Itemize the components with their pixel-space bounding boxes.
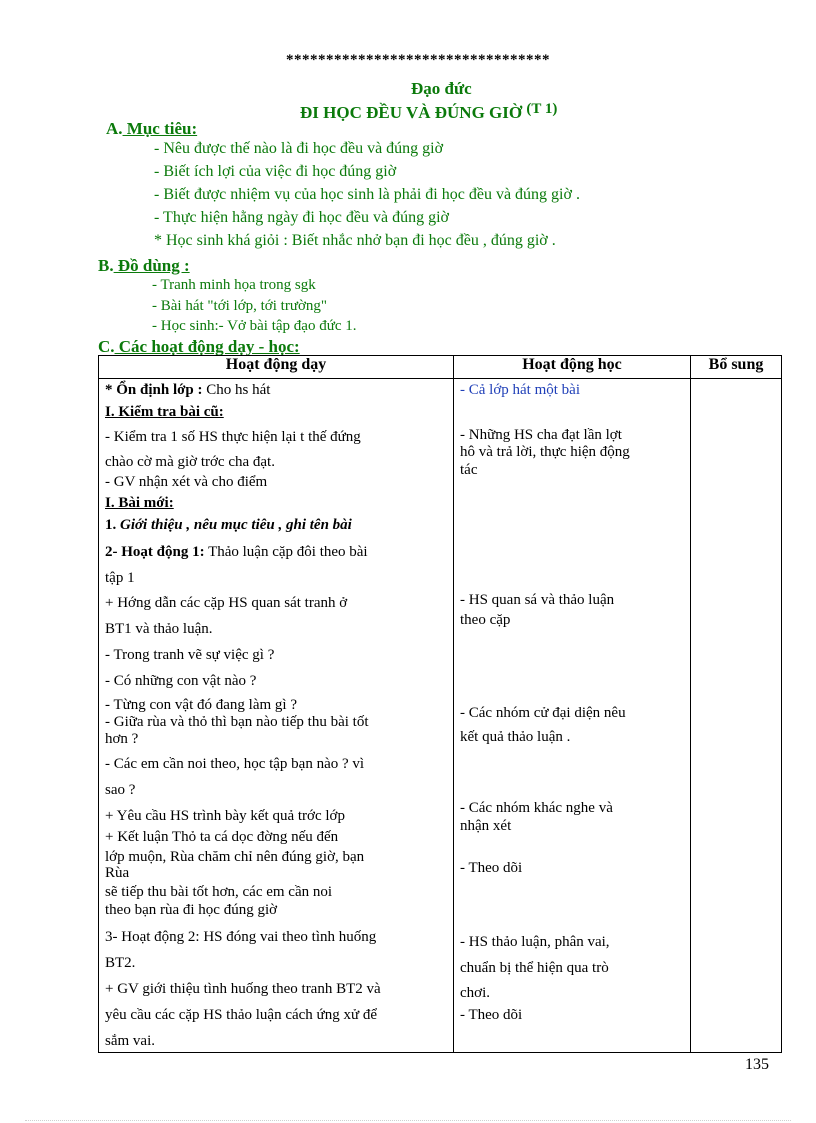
material-item: - Bài hát "tới lớp, tới trường" — [152, 298, 328, 314]
lesson-part: (T 1) — [526, 101, 558, 117]
footer-divider — [25, 1120, 791, 1121]
objective-item: - Biết ích lợi của việc đi học đúng giờ — [154, 163, 397, 180]
day-line: - Trong tranh vẽ sự việc gì ? — [105, 647, 275, 663]
day-line: + Hớng dẫn các cặp HS quan sát tranh ở — [105, 595, 348, 611]
hoc-line: - Theo dõi — [460, 860, 523, 876]
table-body-row — [99, 379, 782, 1053]
lesson-title — [300, 103, 557, 123]
section-a-label: A. — [106, 119, 123, 138]
section-a-title: Mục tiêu: — [122, 119, 198, 138]
day-line: + Yêu cầu HS trình bày kết quả trớc lớp — [105, 808, 345, 824]
day-line: hơn ? — [105, 731, 139, 747]
objective-item: - Biết được nhiệm vụ của học sinh là phải đi học đều và đúng giờ . — [154, 186, 580, 203]
day-line-bold: 2- Hoạt động 1: — [105, 544, 205, 560]
day-line: - Giữa rùa và thỏ thì bạn nào tiếp thu bài tốt — [105, 714, 369, 730]
activities-table — [98, 355, 782, 1053]
day-line: tập 1 — [105, 570, 135, 586]
day-line: - Có những con vật nào ? — [105, 673, 257, 689]
day-line — [105, 544, 368, 561]
learning-cell — [454, 379, 691, 1053]
section-b-label: B. — [98, 256, 114, 275]
hoc-line: chuẩn bị thể hiện qua trò — [460, 960, 609, 976]
section-c-label: C. — [98, 337, 115, 356]
hoc-line: tác — [460, 462, 478, 478]
day-line: - Các em cần noi theo, học tập bạn nào ? vì — [105, 756, 365, 772]
day-line: + Kết luận Thỏ ta cá dọc đờng nếu đến — [105, 829, 339, 845]
material-item: - Tranh minh họa trong sgk — [152, 277, 316, 293]
day-line-text: Thảo luận cặp đôi theo bài — [204, 544, 368, 560]
day-line: + GV giới thiệu tình huống theo tranh BT2 và — [105, 981, 381, 997]
lesson-title-text: ĐI HỌC ĐỀU VÀ ĐÚNG GIỜ — [300, 103, 523, 122]
header-teaching: Hoạt động dạy — [99, 356, 454, 379]
objective-item: - Nêu được thế nào là đi học đều và đúng giờ — [154, 140, 444, 157]
hoc-line: kết quả thảo luận . — [460, 729, 571, 745]
notes-cell — [691, 379, 782, 1053]
table-header-row — [99, 356, 782, 379]
hoc-line: theo cặp — [460, 612, 511, 628]
hoc-line: - Các nhóm khác nghe và — [460, 800, 613, 816]
hoc-line: chơi. — [460, 985, 491, 1001]
day-line: 3- Hoạt động 2: HS đóng vai theo tình huống — [105, 929, 377, 945]
stars-divider: ********************************* — [286, 52, 550, 68]
day-line: BT1 và thảo luận. — [105, 621, 213, 637]
hoc-line: - Các nhóm cử đại diện nêu — [460, 705, 626, 721]
day-line — [105, 382, 270, 399]
day-line: I. Bài mới: — [105, 495, 174, 511]
day-line: chào cờ mà giờ trớc cha đạt. — [105, 454, 275, 470]
material-item: - Học sinh:- Vở bài tập đạo đức 1. — [152, 318, 357, 334]
day-line — [105, 517, 352, 534]
objective-item: - Thực hiện hằng ngày đi học đều và đúng giờ — [154, 209, 449, 226]
hoc-line: - Những HS cha đạt lần lợt — [460, 427, 622, 443]
day-line: sắm vai. — [105, 1033, 155, 1049]
header-notes: Bổ sung — [691, 356, 782, 379]
section-a-heading — [106, 119, 197, 139]
day-line-text: Cho hs hát — [202, 382, 271, 398]
day-line: BT2. — [105, 955, 136, 971]
hoc-line: nhận xét — [460, 818, 512, 834]
hoc-line: - HS quan sá và thảo luận — [460, 592, 615, 608]
day-line: lớp muộn, Rùa chăm chỉ nên đúng giờ, bạn — [105, 849, 365, 865]
page-number: 135 — [745, 1056, 769, 1073]
hoc-line: - HS thảo luận, phân vai, — [460, 934, 610, 950]
day-line: - Từng con vật đó đang làm gì ? — [105, 697, 297, 713]
day-line-bold: 1. — [105, 517, 120, 533]
day-line: sao ? — [105, 782, 136, 798]
day-line: sẽ tiếp thu bài tốt hơn, các em cần noi — [105, 884, 333, 900]
section-c-title: Các hoạt động dạy - học: — [114, 337, 300, 356]
header-learning: Hoạt động học — [454, 356, 691, 379]
day-line: Rùa — [105, 865, 130, 881]
section-b-title: Đồ dùng : — [113, 256, 190, 275]
hoc-line: - Cả lớp hát một bài — [460, 382, 580, 398]
teaching-cell — [99, 379, 454, 1053]
day-line: - Kiểm tra 1 số HS thực hiện lại t thế đứng — [105, 429, 361, 445]
day-line-italic: Giới thiệu , nêu mục tiêu , ghi tên bài — [120, 517, 352, 533]
day-line: theo bạn rùa đi học đúng giờ — [105, 902, 278, 918]
section-b-heading — [98, 256, 190, 276]
day-line: yêu cầu các cặp HS thảo luận cách ứng xử để — [105, 1007, 377, 1023]
objective-item-advanced: * Học sinh khá giỏi : Biết nhắc nhở bạn đi học đều , đúng giờ . — [154, 232, 556, 249]
hoc-line: hô và trả lời, thực hiện động — [460, 444, 630, 460]
day-line: I. Kiểm tra bài cũ: — [105, 404, 224, 420]
day-line: - GV nhận xét và cho điểm — [105, 474, 268, 490]
hoc-line: - Theo dõi — [460, 1007, 523, 1023]
day-line-bold: * Ổn định lớp : — [105, 382, 203, 398]
subject-title: Đạo đức — [411, 79, 472, 98]
section-c-heading — [98, 337, 300, 357]
